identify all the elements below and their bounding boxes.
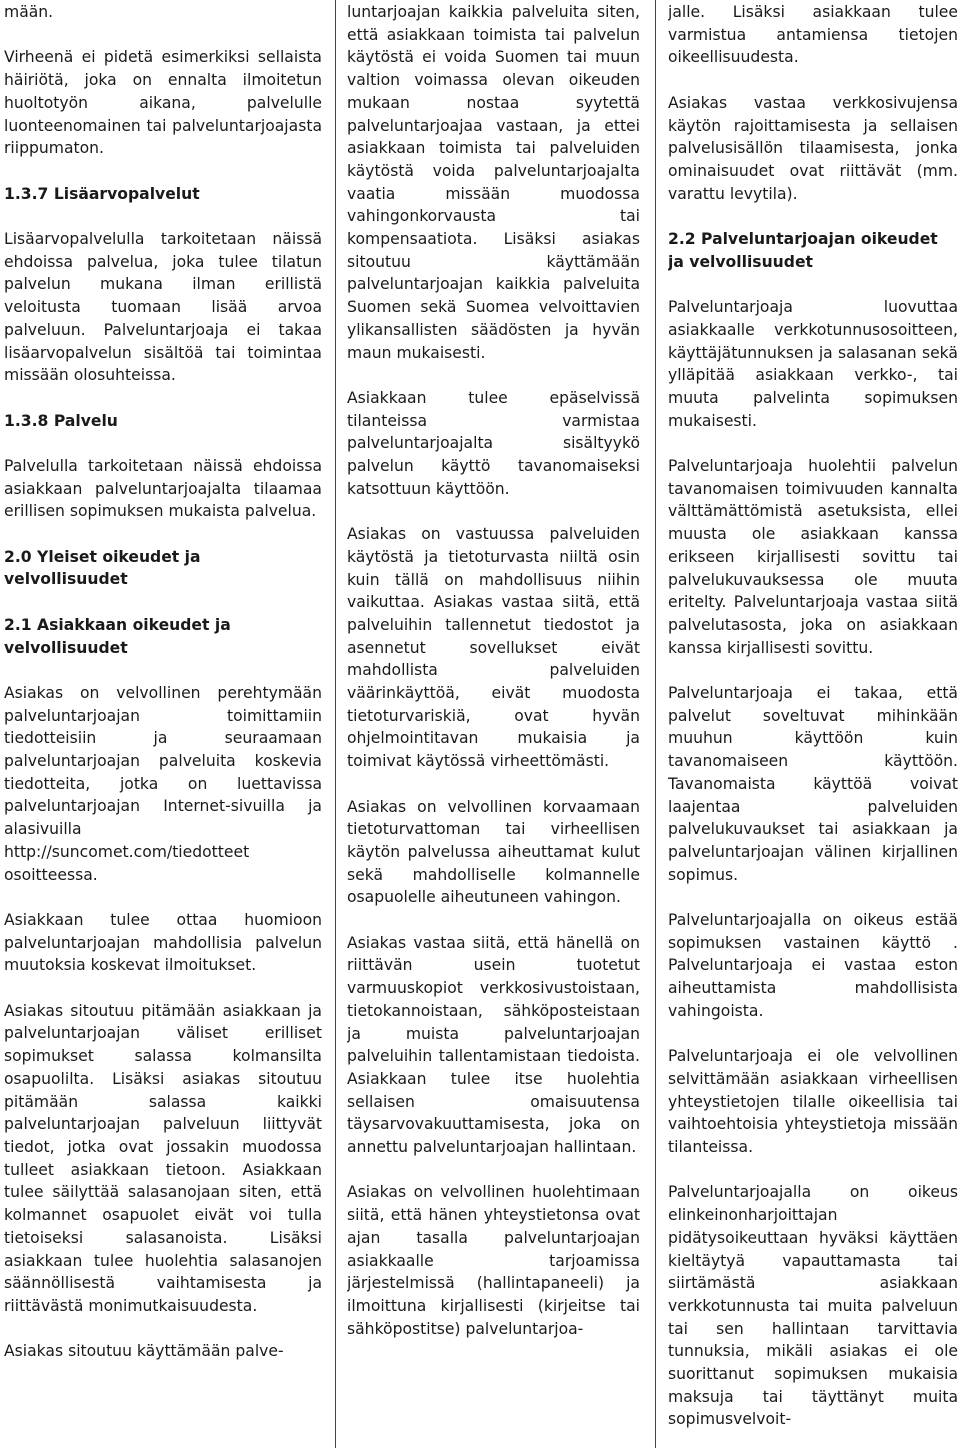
paragraph: Asiakkaan tulee ottaa huomioon palveluntarjoajan mahdollisia palvelun muutoksia koskevat ilmoitukset. (4, 910, 322, 975)
paragraph: Palveluntarjoajalla on oikeus elinkeinonharjoittajan pidätysoikeuttaan hyväksi käyttäen kieltäytyä vapauttamasta tai siirtämästä asiakkaan verkkotunnusta tai muita palveluun tai sen hallintaan tarvittavia tunnuksia, mikäli asiakas ei ole suorittanut sopimuksen mukaisia maksuja tai täyttänyt muita sopimusvelvoit- (668, 1183, 958, 1429)
paragraph: Palveluntarjoaja ei ole velvollinen selvittämään asiakkaan virheellisen yhteystietojen tilalle oikeellisia tai vaihtoehtoisia yhteystietoja missään tilanteissa. (668, 1047, 958, 1157)
paragraph: Asiakas on velvollinen korvaamaan tietoturvattoman tai virheellisen käytön palvelussa aiheuttamat kulut sekä mahdolliselle kolmannelle osapuolelle aiheutuneen vahingon. (347, 797, 640, 907)
text-column-2 (347, 0, 640, 1448)
text-column-3 (668, 0, 958, 1448)
paragraph: Asiakas sitoutuu käyttämään palve- (4, 1342, 284, 1361)
paragraph: Palvelulla tarkoitetaan näissä ehdoissa asiakkaan palveluntarjoajalta tilaamaa erillisen sopimuksen mukaista palvelua. (4, 456, 322, 521)
paragraph: Asiakas vastaa siitä, että hänellä on riittävän usein tuotetut varmuuskopiot verkkosivustoistaan, tietokannoistaan, sähköposteistaan ja muista palveluntarjoajan palveluihin tallentamistaan tiedoista. Asiakkaan tulee itse huolehtia sellaisen omaisuutensa täysarvovakuuttamisesta, joka on annettu palveluntarjoajan hallintaan. (347, 933, 640, 1157)
column-divider (335, 0, 336, 1448)
section-heading: 1.3.8 Palvelu (4, 411, 118, 430)
paragraph: Asiakas on velvollinen perehtymään palveluntarjoajan toimittamiin tiedotteisiin ja seuraamaan palveluntarjoajan palveluita koskevia tiedotteita, jotka on luettavissa palveluntarjoajan Internet-sivuilla ja alasivuilla http://suncomet.com/tiedotteet osoitteessa. (4, 683, 322, 884)
paragraph: Asiakas on vastuussa palveluiden käytöstä ja tietoturvasta niiltä osin kuin tällä on mahdollisuus niihin vaikuttaa. Asiakas vastaa siitä, että palveluihin tallennetut tiedostot ja asennetut sovellukset eivät mahdollista palveluiden väärinkäyttöä, eivät muodosta tietoturvariskiä, ovat hyvän ohjelmointitavan mukaisia ja toimivat käytössä virheettömästi. (347, 525, 640, 771)
paragraph: Asiakas on velvollinen huolehtimaan siitä, että hänen yhteystietonsa ovat ajan tasalla palveluntarjoajan asiakkaalle tarjoamissa järjestelmissä (hallintapaneeli) ja ilmoittuna kirjallisesti (kirjeitse tai sähköpostitse) palveluntarjoa- (347, 1183, 640, 1338)
paragraph: Asiakkaan tulee epäselvissä tilanteissa varmistaa palveluntarjoajalta sisältyykö palvelun käyttö tavanomaiseksi katsottuun käyttöön. (347, 388, 640, 498)
paragraph: Palveluntarjoaja luovuttaa asiakkaalle verkkotunnusosoitteen, käyttäjätunnuksen ja salasanan sekä ylläpitää asiakkaan verkko-, tai muuta palvelinta sopimuksen mukaisesti. (668, 298, 958, 430)
section-heading: 2.0 Yleiset oikeudet ja velvollisuudet (4, 547, 201, 589)
section-heading: 2.1 Asiakkaan oikeudet ja velvollisuudet (4, 615, 231, 657)
paragraph: Palveluntarjoaja ei takaa, että palvelut soveltuvat mihinkään muuhun käyttöön kuin tavanomaiseen käyttöön. Tavanomaista käyttöä voivat laajentaa palveluiden palvelukuvaukset tai asiakkaan ja palveluntarjoajan välinen kirjallinen sopimus. (668, 684, 958, 884)
paragraph: jalle. Lisäksi asiakkaan tulee varmistua antamiensa tietojen oikeellisuudesta. (668, 3, 958, 67)
text-column-1 (4, 0, 322, 1448)
paragraph: luntarjoajan kaikkia palveluita siten, että asiakkaan toimista tai palvelun käytöstä ei voida Suomen tai muun valtion voimassa olevan oikeuden mukaan nostaa syytettä palveluntarjoajaa vastaan, ja ettei asiakkaan toimista tai palveluiden käytöstä voida palveluntarjoajalta vaatia missään muodossa vahingonkorvausta tai kompensaatiota. Lisäksi asiakas sitoutuu käyttämään palveluntarjoajan kaikkia palveluita Suomen sekä Suomea velvoittavien ylikansallisten säädösten ja hyvän maun mukaisesti. (347, 3, 640, 362)
paragraph: Virheenä ei pidetä esimerkiksi sellaista häiriötä, joka on ennalta ilmoitetun huoltotyön aikana, palvelulle luonteenomainen tai palveluntarjoajasta riippumaton. (4, 48, 322, 158)
column-divider (655, 0, 656, 1448)
section-heading: 1.3.7 Lisäarvopalvelut (4, 184, 200, 203)
paragraph: Palveluntarjoaja huolehtii palvelun tavanomaisen toimivuuden kannalta välttämättömistä asetuksista, ellei muusta ole asiakkaan kanssa erikseen kirjallisesti sovittu tai palvelukuvauksessa ole muuta eritelty. Palveluntarjoaja vastaa siitä palvelutasosta, joka on asiakkaan kanssa kirjallisesti sovittu. (668, 457, 958, 657)
paragraph: Lisäarvopalvelulla tarkoitetaan näissä ehdoissa palvelua, joka tulee tilatun palvelun mukana ilman erillistä veloitusta tuomaan lisää arvoa palveluun. Palveluntarjoaja ei takaa lisäarvopalvelun sisältöä tai toimintaa missään olosuhteissa. (4, 229, 322, 385)
section-heading: 2.2 Palveluntarjoajan oikeudet ja velvollisuudet (668, 230, 938, 271)
paragraph: Asiakas vastaa verkkosivujensa käytön rajoittamisesta ja sellaisen palvelusisällön tilaamisesta, jonka ominaisuudet ovat riittävät (mm. varattu levytila). (668, 93, 958, 203)
paragraph: Palveluntarjoajalla on oikeus estää sopimuksen vastainen käyttö . Palveluntarjoaja ei vastaa eston aiheuttamista mahdollisista vahingoista. (668, 911, 958, 1020)
paragraph: mään. (4, 3, 54, 21)
paragraph: Asiakas sitoutuu pitämään asiakkaan ja palveluntarjoajan väliset erilliset sopimukset salassa kolmansilta osapuolilta. Lisäksi asiakas sitoutuu pitämään salassa kaikki palveluntarjoajan palveluun liittyvät tiedot, jotka ovat jossakin muodossa tulleet asiakkaan tietoon. Asiakkaan tulee säilyttää salasanojaan siten, että kolmannet osapuolet eivät voi tulla tietoiseksi salasanoista. Lisäksi asiakkaan tulee huolehtia salasanojen säännöllisestä vaihtamisesta ja riittävästä monimutkaisuudesta. (4, 1001, 322, 1315)
